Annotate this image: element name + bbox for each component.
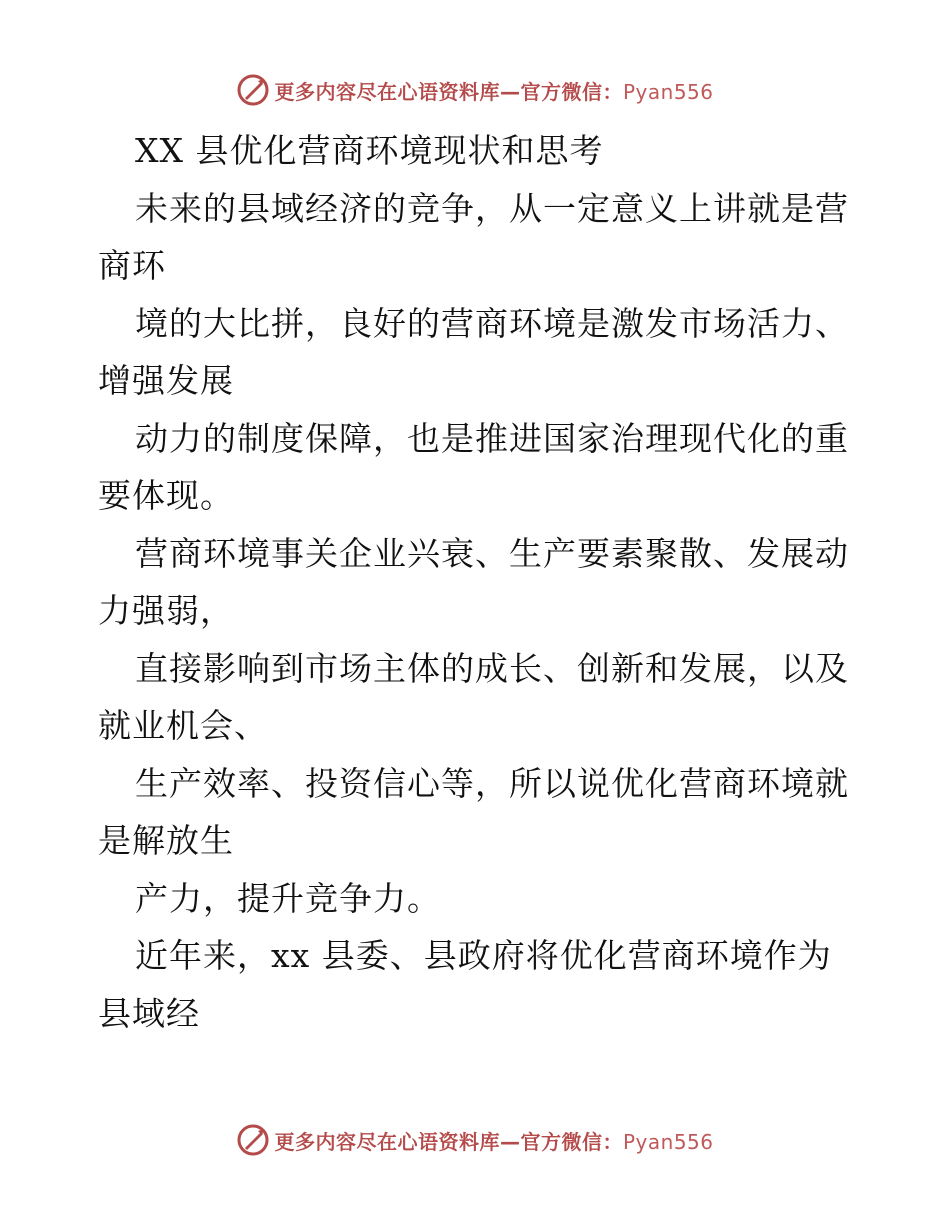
text-line: 产力，提升竞争力。	[135, 878, 441, 918]
text-line: 就业机会、	[98, 706, 268, 745]
header-watermark	[0, 70, 950, 110]
text-line: 县域经	[98, 993, 200, 1033]
text-line: 直接影响到市场主体的成长、创新和发展，以及	[135, 648, 849, 688]
text-line: 力强弱，	[98, 591, 234, 630]
text-line: 要体现。	[98, 476, 234, 515]
quill-pen-logo-icon	[236, 1123, 270, 1157]
text-line: 是解放生	[98, 821, 234, 860]
watermark-wechat: Pyan556	[622, 79, 714, 104]
text-line: 商环	[98, 246, 166, 285]
watermark-text	[274, 76, 713, 105]
footer-watermark	[0, 1120, 950, 1160]
watermark-wechat: Pyan556	[622, 1129, 714, 1154]
watermark-label: 更多内容尽在心语资料库—官方微信：	[274, 1129, 623, 1154]
text-line: 增强发展	[98, 361, 234, 400]
document-body	[98, 122, 858, 1042]
text-line: 营商环境事关企业兴衰、生产要素聚散、发展动	[135, 533, 849, 573]
watermark-text	[274, 1126, 713, 1155]
quill-pen-logo-icon	[236, 73, 270, 107]
text-line: 生产效率、投资信心等，所以说优化营商环境就	[135, 763, 849, 803]
document-title: XX 县优化营商环境现状和思考	[135, 131, 604, 170]
text-line: 动力的制度保障，也是推进国家治理现代化的重	[135, 418, 849, 458]
text-line: 境的大比拼，良好的营商环境是激发市场活力、	[135, 303, 849, 343]
text-line: 近年来，xx 县委、县政府将优化营商环境作为	[135, 936, 832, 975]
watermark-label: 更多内容尽在心语资料库—官方微信：	[274, 79, 623, 104]
text-line: 未来的县域经济的竞争，从一定意义上讲就是营	[135, 188, 849, 228]
